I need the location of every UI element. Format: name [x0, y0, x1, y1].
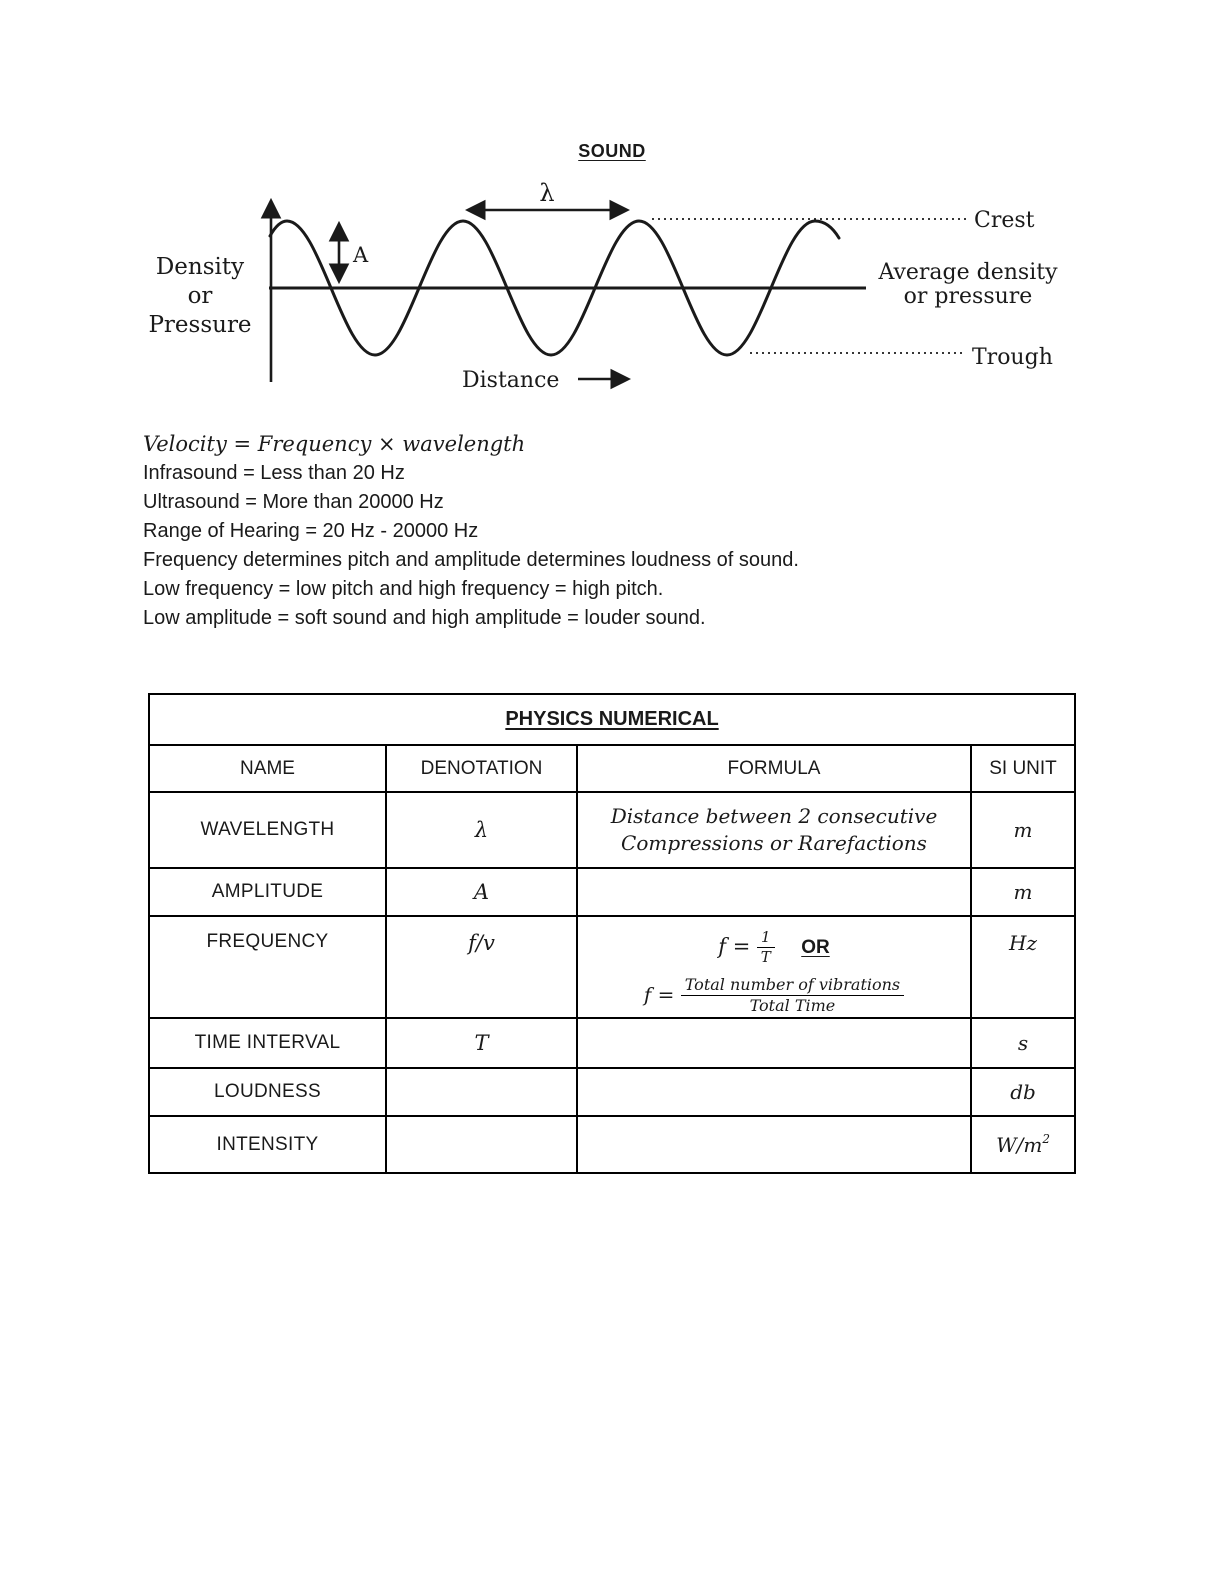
cell-formula — [577, 868, 971, 916]
table-row-frequency — [149, 916, 1075, 1018]
table-row-amplitude — [149, 868, 1075, 916]
cell-denotation: λ — [386, 792, 577, 868]
cell-name: FREQUENCY — [149, 916, 386, 1018]
table-header-row — [149, 745, 1075, 792]
note-velocity-formula: Velocity = Frequency × wavelength — [143, 432, 526, 456]
cell-si-unit: Hz — [971, 916, 1075, 1018]
si-unit-exponent: 2 — [1042, 1131, 1050, 1146]
cell-name: WAVELENGTH — [149, 792, 386, 868]
header-denotation: DENOTATION — [386, 745, 577, 792]
wavelength-label: λ — [539, 179, 555, 207]
cell-formula — [577, 916, 971, 1018]
physics-numerical-table — [148, 693, 1076, 1174]
cell-name: AMPLITUDE — [149, 868, 386, 916]
page-title: SOUND — [578, 141, 646, 161]
cell-denotation: T — [386, 1018, 577, 1068]
frequency-formula-1: f = $\frac{1}{T}$ OR — [718, 928, 830, 967]
table-title: PHYSICS NUMERICAL — [149, 694, 1075, 745]
cell-denotation: f/v — [386, 916, 577, 1018]
fraction-vibrations-over-time: $\frac{\text{Total number of vibrations}}{\text{Total Time}}$ — [681, 976, 904, 1016]
fraction-1-over-T: $\frac{1}{T}$ — [757, 929, 775, 967]
trough-label: Trough — [972, 345, 1053, 370]
table-row-intensity — [149, 1116, 1075, 1173]
sound-wave-diagram — [0, 0, 1224, 420]
cell-formula: Distance between 2 consecutive Compressions or Rarefactions — [577, 792, 971, 868]
table-row-loudness — [149, 1068, 1075, 1116]
cell-formula — [577, 1068, 971, 1116]
notes-block — [143, 430, 799, 633]
cell-name: INTENSITY — [149, 1116, 386, 1173]
cell-si-unit: s — [971, 1018, 1075, 1068]
cell-denotation: A — [386, 868, 577, 916]
cell-denotation — [386, 1068, 577, 1116]
header-formula: FORMULA — [577, 745, 971, 792]
cell-si-unit: m — [971, 792, 1075, 868]
frequency-formula-2: f = $\frac{\text{Total number of vibrations}}{\text{Total Time}}$ — [582, 976, 966, 1016]
x-axis-label: Distance — [462, 368, 560, 393]
midline-label-line2: or pressure — [903, 284, 1033, 309]
cell-formula — [577, 1116, 971, 1173]
cell-denotation — [386, 1116, 577, 1173]
y-axis-label-line1: Density — [155, 254, 245, 280]
note-frequency-amplitude: Frequency determines pitch and amplitude determines loudness of sound. — [143, 549, 799, 571]
cell-si-unit: db — [971, 1068, 1075, 1116]
table-row-wavelength — [149, 792, 1075, 868]
header-si-unit: SI UNIT — [971, 745, 1075, 792]
header-name: NAME — [149, 745, 386, 792]
note-loudness: Low amplitude = soft sound and high amplitude = louder sound. — [143, 607, 706, 629]
table-row-time-interval — [149, 1018, 1075, 1068]
cell-name: TIME INTERVAL — [149, 1018, 386, 1068]
cell-formula — [577, 1018, 971, 1068]
cell-name: LOUDNESS — [149, 1068, 386, 1116]
amplitude-label: A — [353, 243, 369, 267]
midline-label-line1: Average density — [878, 260, 1058, 285]
y-axis-label-line2: or — [187, 283, 213, 309]
note-hearing-range: Range of Hearing = 20 Hz - 20000 Hz — [143, 520, 479, 542]
note-pitch: Low frequency = low pitch and high frequency = high pitch. — [143, 578, 664, 600]
note-infrasound: Infrasound = Less than 20 Hz — [143, 462, 405, 484]
cell-si-unit: $W/m^2$ — [971, 1116, 1075, 1173]
crest-label: Crest — [974, 208, 1035, 233]
note-ultrasound: Ultrasound = More than 20000 Hz — [143, 491, 444, 513]
y-axis-label-line3: Pressure — [148, 312, 252, 338]
cell-si-unit: m — [971, 868, 1075, 916]
or-label: OR — [801, 937, 830, 959]
